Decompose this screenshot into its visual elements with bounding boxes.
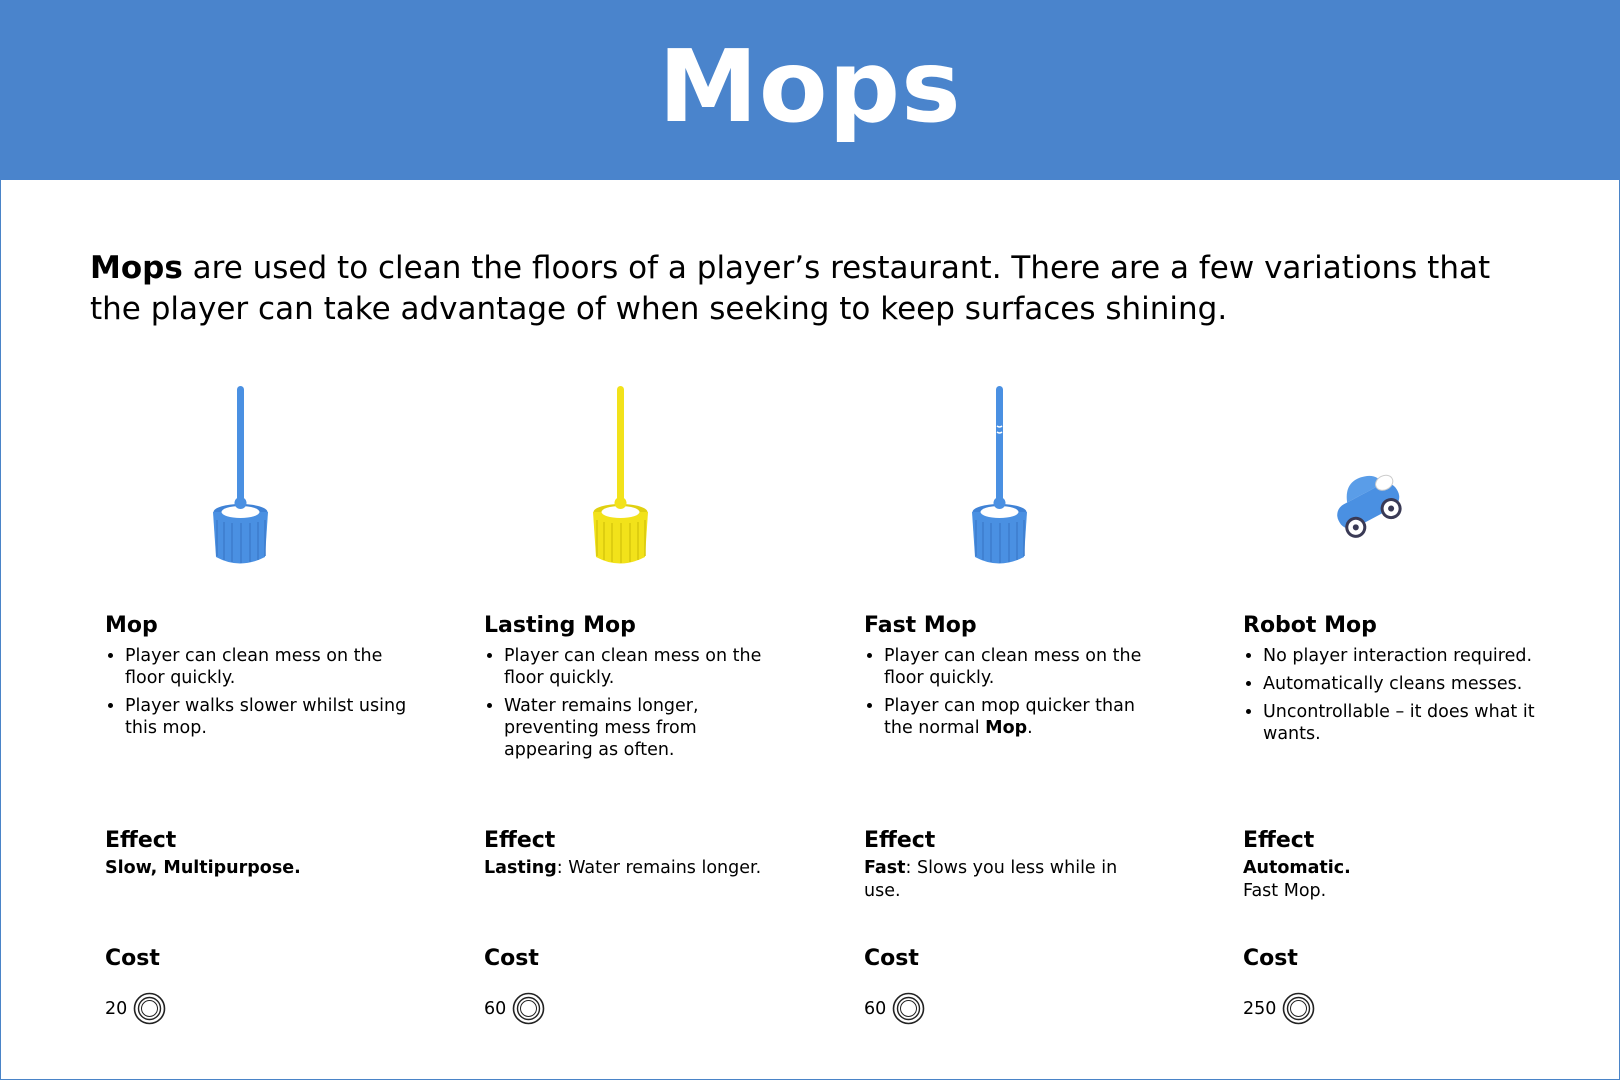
blue-mop-icon xyxy=(105,370,405,585)
coin-icon xyxy=(512,992,545,1025)
feature-item: • Uncontrollable – it does what it wants. xyxy=(1263,701,1548,745)
effect-label: Effect xyxy=(105,828,177,853)
item-name: Fast Mop xyxy=(864,613,977,638)
cost-row xyxy=(105,992,166,1025)
cost-row xyxy=(484,992,545,1025)
item-name: Lasting Mop xyxy=(484,613,636,638)
page-title: Mops xyxy=(658,27,962,145)
feature-item: • Player can clean mess on the floor quickly. xyxy=(504,645,789,689)
effect-label: Effect xyxy=(484,828,556,853)
feature-item: • Player can clean mess on the floor quickly. xyxy=(884,645,1169,689)
cost-label: Cost xyxy=(105,946,160,971)
cost-label: Cost xyxy=(864,946,919,971)
effect-label: Effect xyxy=(1243,828,1315,853)
feature-item: • Water remains longer, preventing mess from appearing as often. xyxy=(504,695,789,761)
cost-label: Cost xyxy=(1243,946,1298,971)
cost-row xyxy=(1243,992,1315,1025)
item-name: Mop xyxy=(105,613,158,638)
yellow-mop-icon xyxy=(484,370,784,585)
cost-value: 60 xyxy=(864,998,887,1019)
cost-row xyxy=(864,992,925,1025)
coin-icon xyxy=(133,992,166,1025)
feature-list xyxy=(1243,645,1548,751)
feature-item: • Player can clean mess on the floor quickly. xyxy=(125,645,410,689)
cost-value: 250 xyxy=(1243,998,1277,1019)
cost-label: Cost xyxy=(484,946,539,971)
intro-text: are used to clean the floors of a player’s restaurant. There are a few variations that the player can take advantage of when seeking to keep surfaces shining. xyxy=(90,250,1491,327)
feature-list xyxy=(864,645,1169,745)
feature-item: • No player interaction required. xyxy=(1263,645,1548,667)
item-name: Robot Mop xyxy=(1243,613,1377,638)
coin-icon xyxy=(892,992,925,1025)
fast-mop-icon xyxy=(864,370,1164,585)
effect-text: Slow, Multipurpose. xyxy=(105,858,301,878)
effect-text: Fast: Slows you less while in use. xyxy=(864,858,1118,901)
title-banner xyxy=(0,0,1620,180)
cost-value: 60 xyxy=(484,998,507,1019)
feature-item: • Automatically cleans messes. xyxy=(1263,673,1548,695)
intro-paragraph xyxy=(90,248,1550,330)
coin-icon xyxy=(1282,992,1315,1025)
robot-mop-icon xyxy=(1243,370,1543,585)
feature-item: • Player walks slower whilst using this mop. xyxy=(125,695,410,739)
cost-value: 20 xyxy=(105,998,128,1019)
effect-label: Effect xyxy=(864,828,936,853)
feature-list xyxy=(484,645,789,767)
effect-text: Automatic. Fast Mop. xyxy=(1243,858,1351,901)
intro-bold: Mops xyxy=(90,250,183,286)
effect-text: Lasting: Water remains longer. xyxy=(484,858,762,878)
feature-item: • Player can mop quicker than the normal Mop. xyxy=(884,695,1169,739)
feature-list xyxy=(105,645,410,745)
